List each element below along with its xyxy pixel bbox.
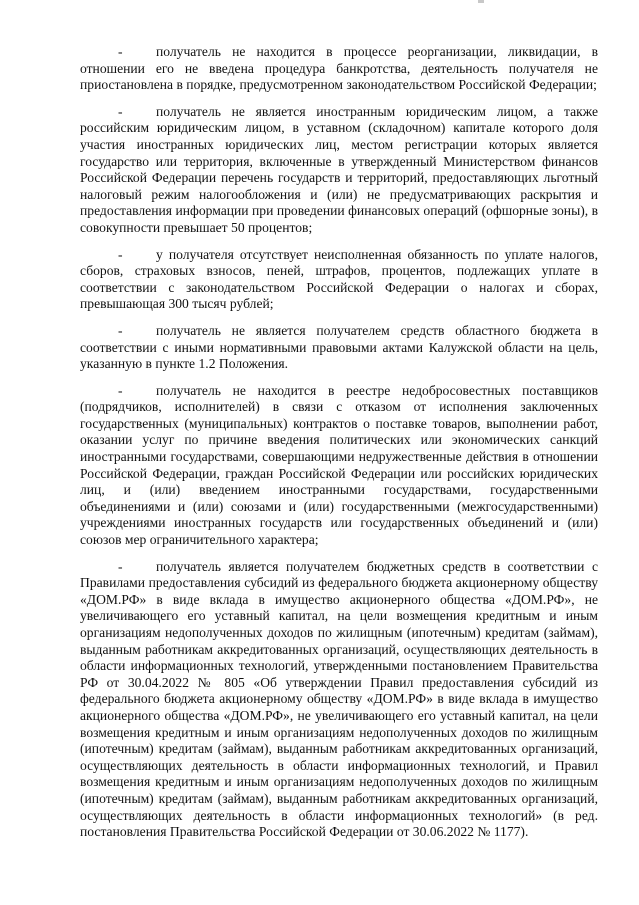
- document-page: [80, 44, 598, 851]
- list-marker: -: [118, 44, 123, 59]
- list-marker: -: [118, 322, 123, 338]
- list-item-dom-rf-subsidy: [80, 559, 598, 841]
- list-item-text: получатель не находится в реестре недобросовестных поставщиков (подрядчиков, исполнителей) в связи с отказом от исполнения заключенных государственных (муниципальных) контрактов о поставке товаров, выполнении работ, оказании услуг по причине введения политических или экономических санкций иностранными государствами, совершающими недружественные действия в отношении Российской Федерации, граждан Российской Федерации или российских юридических лиц, и (или) введением иностранными государствами, государственными объединениями и (или) союзами и (или) государственными (межгосударственными) учреждениями иностранных государств или государственных объединений и (или) союзов мер ограничительного характера;: [80, 382, 598, 548]
- list-marker: -: [118, 103, 123, 119]
- list-marker: -: [118, 246, 123, 262]
- list-item-text: у получателя отсутствует неисполненная обязанность по уплате налогов, сборов, страховых взносов, пеней, штрафов, процентов, подлежащих уплате в соответствии с законодательством Российской Федерации о налогах и сборах, превышающая 300 тысяч рублей;: [80, 246, 598, 312]
- list-marker: -: [118, 558, 123, 574]
- page-top-mark: [478, 0, 484, 3]
- list-item-foreign-entity: [80, 104, 598, 237]
- list-item-text: получатель не является получателем средств областного бюджета в соответствии с иными нормативными правовыми актами Калужской области на цель, указанную в пункте 1.2 Положения.: [80, 322, 598, 372]
- list-item-unfair-suppliers-registry: [80, 383, 598, 549]
- list-item-text: получатель не находится в процессе реорганизации, ликвидации, в отношении его не введена процедура банкротства, деятельность получателя не приостановлена в порядке, предусмотренном законодательством Российской Федерации;: [80, 44, 598, 93]
- list-item-regional-budget: [80, 323, 598, 373]
- list-marker: -: [118, 382, 123, 398]
- list-item-reorganization: [80, 44, 598, 94]
- list-item-text: получатель является получателем бюджетных средств в соответствии с Правилами предоставления субсидий из федерального бюджета акционерному обществу «ДОМ.РФ» в виде вклада в имущество акционерного общества «ДОМ.РФ», не увеличивающего его уставный капитал, на цели возмещения кредитным и иным организациям недополученных доходов по жилищным (ипотечным) кредитам (займам), выданным работникам аккредитованных организаций, осуществляющих деятельность в области информационных технологий, утвержденными постановлением Правительства РФ от 30.04.2022 № 805 «Об утверждении Правил предоставления субсидий из федерального бюджета акционерному обществу «ДОМ.РФ» в виде вклада в имущество акционерного общества «ДОМ.РФ», не увеличивающего его уставный капитал, на цели возмещения кредитным и иным организациям недополученных доходов по жилищным (ипотечным) кредитам (займам), выданным работникам аккредитованных организаций, осуществляющих деятельность в области информационных технологий, и Правил возмещения кредитным и иным организациям недополученных доходов по жилищным (ипотечным) кредитам (займам), выданным работникам аккредитованных организаций, осуществляющих деятельность в области информационных технологий» (в ред. постановления Правительства Российской Федерации от 30.06.2022 № 1177).: [80, 558, 598, 840]
- list-item-text: получатель не является иностранным юридическим лицом, а также российским юридическим лицом, в уставном (складочном) капитале которого доля участия иностранных юридических лиц, местом регистрации которых является государство или территория, включенные в утвержденный Министерством финансов Российской Федерации перечень государств и территорий, предоставляющих льготный налоговый режим налогообложения и (или) не предусматривающих раскрытия и предоставления информации при проведении финансовых операций (офшорные зоны), в совокупности превышает 50 процентов;: [80, 103, 598, 235]
- list-item-tax-debt: [80, 247, 598, 313]
